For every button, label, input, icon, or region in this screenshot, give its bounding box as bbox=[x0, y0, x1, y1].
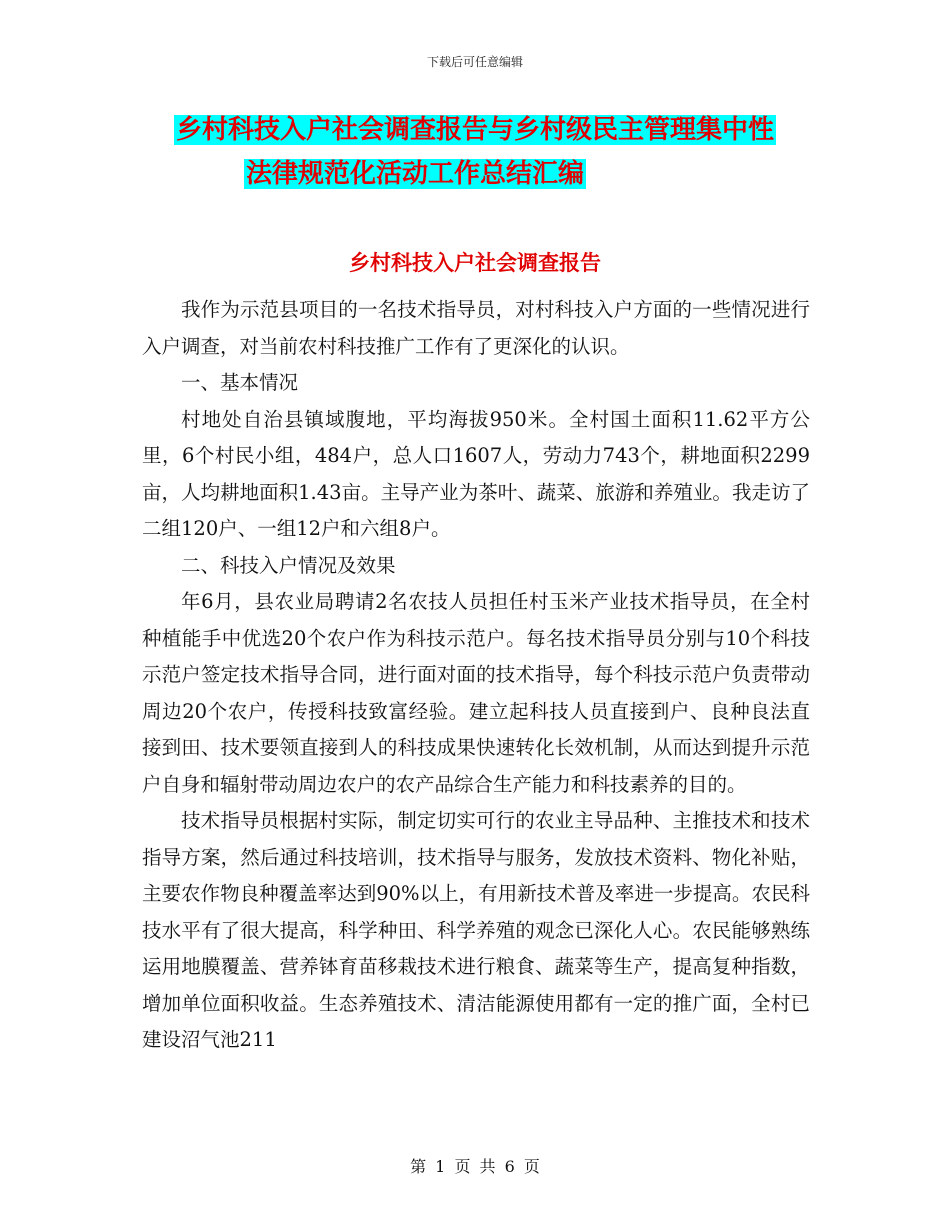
paragraph: 村地处自治县镇域腹地，平均海拔950米。全村国土面积11.62平方公里，6个村民小组，484户，总人口1607人，劳动力743个，耕地面积2299亩，人均耕地面积1.43亩。主导产业为茶叶、蔬菜、旅游和养殖业。我走访了二组120户、一组12户和六组8户。 bbox=[142, 407, 810, 540]
section-heading: 一、基本情况 bbox=[181, 371, 299, 394]
main-title-line-2-text: 法律规范化活动工作总结汇编 bbox=[245, 159, 584, 189]
document-body bbox=[142, 292, 810, 1059]
paragraph: 我作为示范县项目的一名技术指导员，对村科技入户方面的一些情况进行入户调查，对当前农村科技推广工作有了更深化的认识。 bbox=[142, 298, 810, 358]
paragraph: 年6月，县农业局聘请2名农技人员担任村玉米产业技术指导员，在全村种植能手中优选20个农户作为科技示范户。每名技术指导员分别与10个科技示范户签定技术指导合同，进行面对面的技术指导，每个科技示范户负责带动周边20个农户，传授科技致富经验。建立起科技人员直接到户、良种良法直接到田、技术要领直接到人的科技成果快速转化长效机制，从而达到提升示范户自身和辐射带动周边农户的农产品综合生产能力和科技素养的目的。 bbox=[142, 590, 810, 796]
paragraph: 技术指导员根据村实际，制定切实可行的农业主导品种、主推技术和技术指导方案，然后通过科技培训，技术指导与服务，发放技术资料、物化补贴，主要农作物良种覆盖率达到90%以上，有用新技术普及率进一步提高。农民科技水平有了很大提高，科学种田、科学养殖的观念已深化人心。农民能够熟练运用地膜覆盖、营养钵育苗移栽技术进行粮食、蔬菜等生产，提高复种指数，增加单位面积收益。生态养殖技术、清洁能源使用都有一定的推广面，全村已建设沼气池211 bbox=[142, 809, 810, 1051]
section-heading: 二、科技入户情况及效果 bbox=[181, 553, 396, 577]
section-title: 乡村科技入户社会调查报告 bbox=[349, 250, 601, 275]
main-title-line-1 bbox=[0, 112, 950, 148]
main-title-line-2 bbox=[0, 156, 890, 192]
header-note: 下载后可任意编辑 bbox=[426, 55, 523, 69]
main-title-line-1-text: 乡村科技入户社会调查报告与乡村级民主管理集中性 bbox=[175, 115, 774, 145]
page-footer: 第 1 页 共 6 页 bbox=[410, 1157, 540, 1176]
